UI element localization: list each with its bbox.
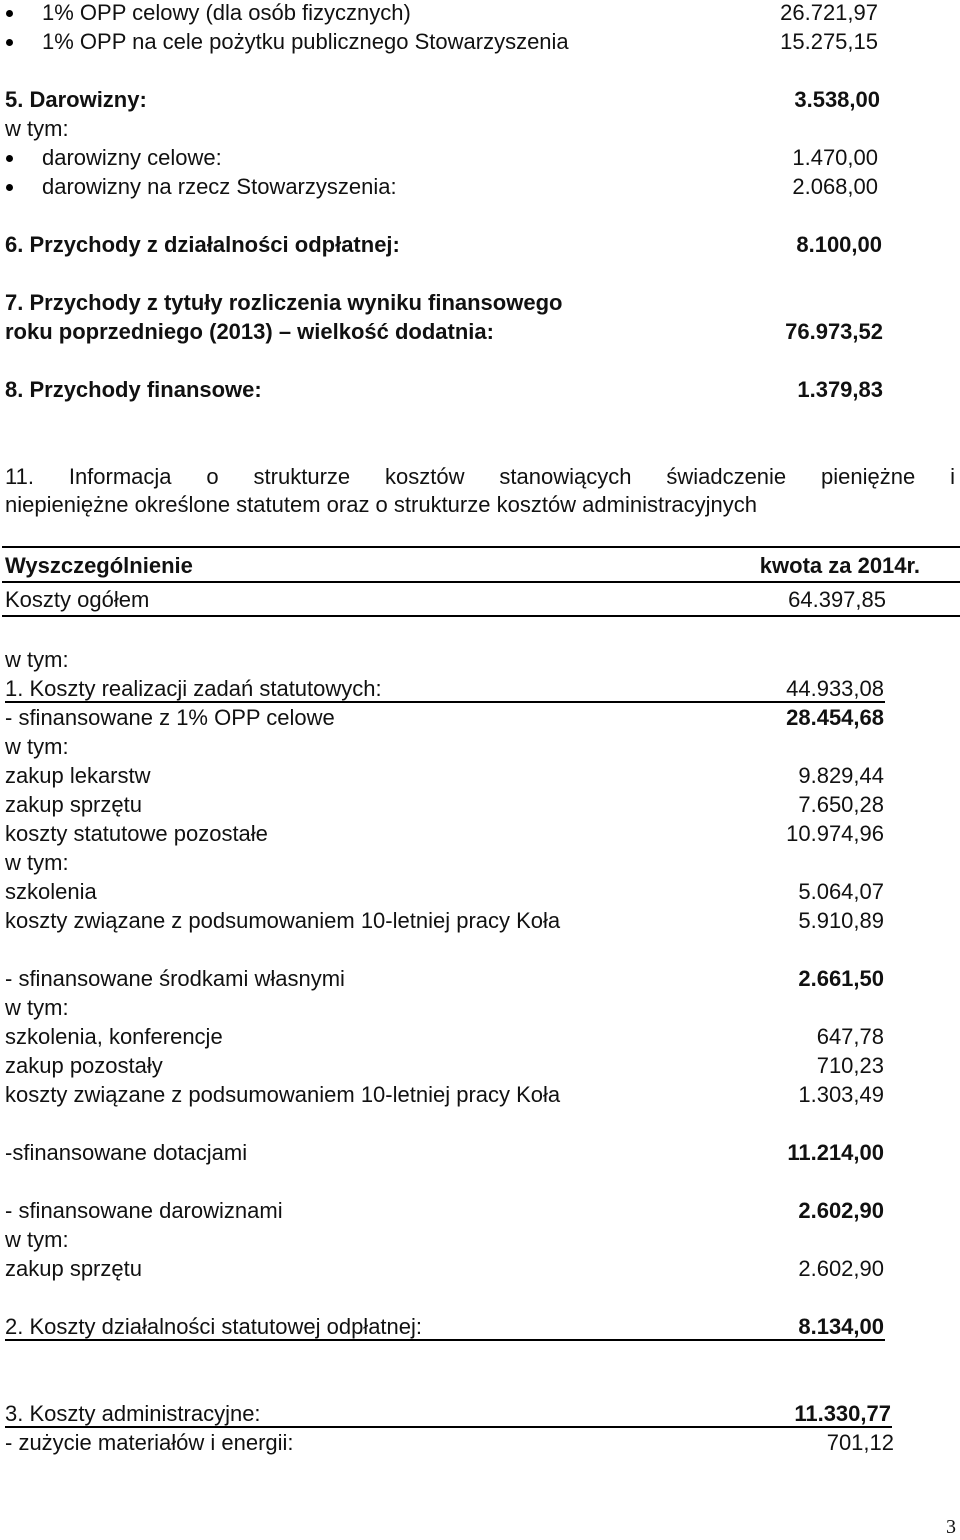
- bullet-icon: [6, 10, 13, 17]
- opp-costs-value: 28.454,68: [786, 705, 884, 730]
- section11-word: i: [950, 464, 955, 489]
- opp-celowy-value: 26.721,97: [780, 0, 878, 25]
- opp-row-label: w tym:: [5, 850, 69, 875]
- own-row-label: zakup pozostały: [5, 1053, 163, 1078]
- section8-label: 8. Przychody finansowe:: [5, 377, 262, 402]
- section11-word: kosztów: [385, 464, 465, 489]
- section5-value: 3.538,00: [794, 87, 880, 112]
- costs-total-label: Koszty ogółem: [5, 587, 150, 612]
- section6-label: 6. Przychody z działalności odpłatnej:: [5, 232, 400, 257]
- costs-total-value: 64.397,85: [788, 587, 886, 612]
- bullet-icon: [6, 155, 13, 162]
- opp-row-value: 5.064,07: [798, 879, 884, 904]
- opp-celowy-label: 1% OPP celowy (dla osób fizycznych): [42, 0, 411, 25]
- own-row-label: w tym:: [5, 995, 69, 1020]
- paid-costs-label: 2. Koszty działalności statutowej odpłatnej:: [5, 1314, 423, 1339]
- section11-word: strukturze: [253, 464, 351, 489]
- section7-value: 76.973,52: [785, 319, 883, 344]
- opp-row-label: w tym:: [5, 734, 69, 759]
- statutory-underline: [5, 701, 885, 703]
- section11-word: o: [206, 464, 219, 489]
- opp-row-value: 9.829,44: [798, 763, 884, 788]
- section11-line1: [5, 464, 955, 490]
- section11-word: stanowiących: [499, 464, 632, 489]
- donations-value: 2.602,90: [798, 1198, 884, 1223]
- bullet-icon: [6, 184, 13, 191]
- section7-line1: 7. Przychody z tytuły rozliczenia wyniku finansowego: [5, 290, 563, 315]
- section11-word: pieniężne: [821, 464, 916, 489]
- section11-word: Informacja: [68, 464, 172, 489]
- section11-line2: niepieniężne określone statutem oraz o strukturze kosztów administracyjnych: [5, 492, 758, 517]
- energy-label: - zużycie materiałów i energii:: [5, 1430, 294, 1455]
- grants-label: -sfinansowane dotacjami: [5, 1140, 248, 1165]
- opp-stowarzyszenie-label: 1% OPP na cele pożytku publicznego Stowarzyszenia: [42, 29, 569, 54]
- section5-label: 5. Darowizny:: [5, 87, 147, 112]
- bullet-icon: [6, 39, 13, 46]
- own-row-value: 710,23: [816, 1053, 884, 1078]
- section6-value: 8.100,00: [796, 232, 882, 257]
- opp-stowarzyszenie-value: 15.275,15: [780, 29, 878, 54]
- opp-row-label: koszty statutowe pozostałe: [5, 821, 268, 846]
- own-costs-label: - sfinansowane środkami własnymi: [5, 966, 345, 991]
- darowizny-stowarzyszenie-label: darowizny na rzecz Stowarzyszenia:: [42, 174, 397, 199]
- donations-label: - sfinansowane darowiznami: [5, 1198, 283, 1223]
- costs-wtym: w tym:: [5, 647, 69, 672]
- table-header-col1: Wyszczególnienie: [5, 553, 193, 578]
- own-row-value: 1.303,49: [798, 1082, 884, 1107]
- table-total-rule: [2, 615, 960, 617]
- section5-wtym: w tym:: [5, 116, 69, 141]
- statutory-costs-value: 44.933,08: [786, 676, 884, 701]
- opp-row-label: szkolenia: [5, 879, 97, 904]
- own-row-label: koszty związane z podsumowaniem 10-letniej pracy Koła: [5, 1082, 561, 1107]
- own-costs-value: 2.661,50: [798, 966, 884, 991]
- section11-word: świadczenie: [666, 464, 787, 489]
- table-header-col2: kwota za 2014r.: [759, 553, 920, 578]
- table-header-rule: [2, 581, 960, 583]
- opp-row-label: zakup sprzętu: [5, 792, 142, 817]
- darowizny-celowe-label: darowizny celowe:: [42, 145, 222, 170]
- section11-word: 11.: [5, 464, 34, 489]
- section7-line2: roku poprzedniego (2013) – wielkość dodatnia:: [5, 319, 494, 344]
- opp-row-value: 7.650,28: [798, 792, 884, 817]
- opp-row-label: zakup lekarstw: [5, 763, 151, 788]
- table-top-rule: [2, 546, 960, 548]
- page-number: 3: [946, 1516, 956, 1538]
- opp-row-value: 10.974,96: [786, 821, 884, 846]
- admin-underline: [5, 1426, 892, 1428]
- section8-value: 1.379,83: [797, 377, 883, 402]
- donation-row-value: 2.602,90: [798, 1256, 884, 1281]
- donation-row-label: w tym:: [5, 1227, 69, 1252]
- paid-costs-value: 8.134,00: [798, 1314, 884, 1339]
- opp-row-value: 5.910,89: [798, 908, 884, 933]
- own-row-value: 647,78: [816, 1024, 884, 1049]
- donation-row-label: zakup sprzętu: [5, 1256, 142, 1281]
- opp-costs-label: - sfinansowane z 1% OPP celowe: [5, 705, 335, 730]
- own-row-label: szkolenia, konferencje: [5, 1024, 223, 1049]
- paid-underline: [5, 1339, 885, 1341]
- darowizny-celowe-value: 1.470,00: [792, 145, 878, 170]
- darowizny-stowarzyszenie-value: 2.068,00: [792, 174, 878, 199]
- energy-value: 701,12: [826, 1430, 894, 1455]
- opp-row-label: koszty związane z podsumowaniem 10-letniej pracy Koła: [5, 908, 561, 933]
- statutory-costs-label: 1. Koszty realizacji zadań statutowych:: [5, 676, 382, 701]
- admin-costs-value: 11.330,77: [794, 1401, 891, 1426]
- admin-costs-label: 3. Koszty administracyjne:: [5, 1401, 261, 1426]
- grants-value: 11.214,00: [787, 1140, 884, 1165]
